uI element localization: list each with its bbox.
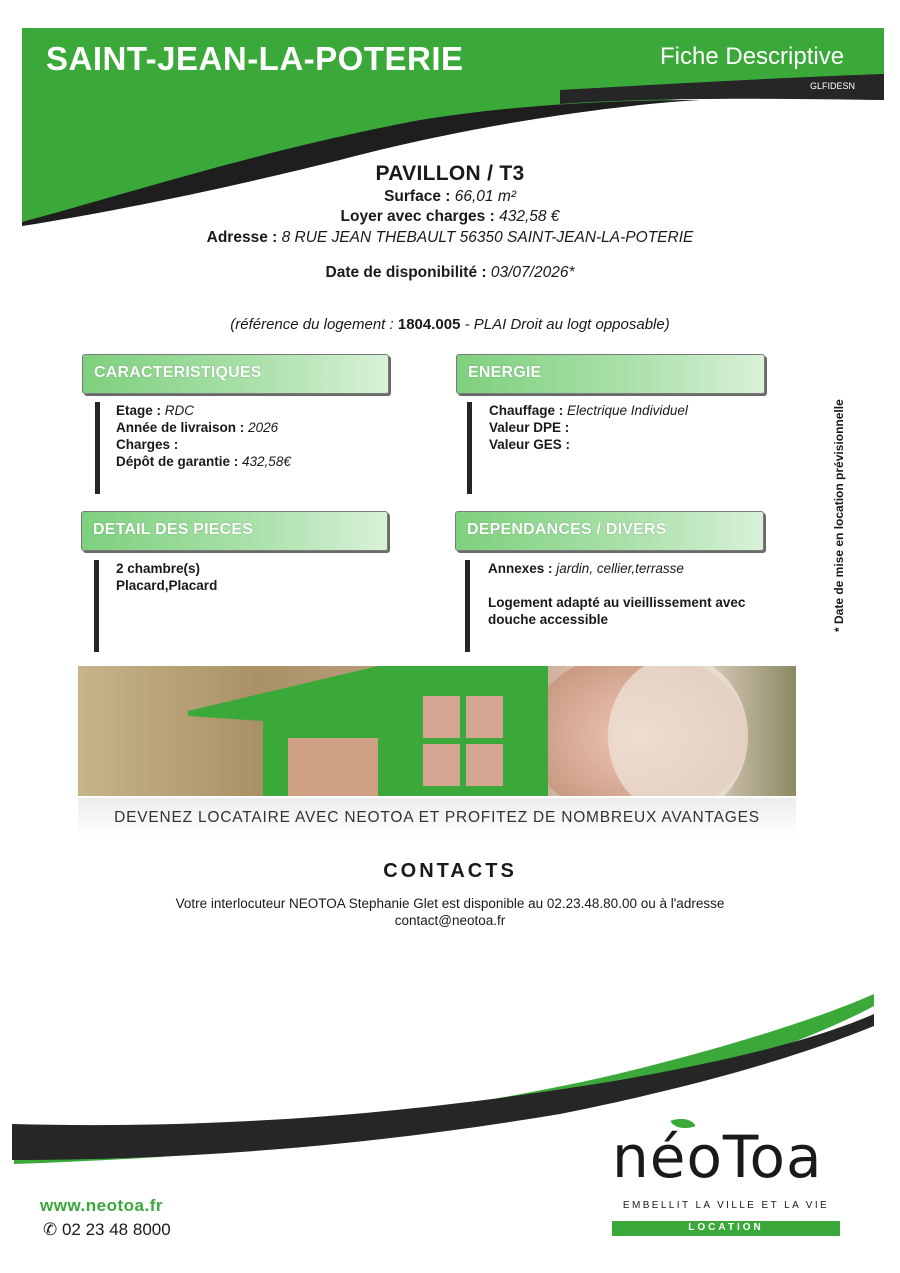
promo-photo [78, 666, 796, 796]
footer-phone: ✆ 02 23 48 8000 [43, 1220, 171, 1239]
depot-row: Dépôt de garantie : 432,58€ [116, 454, 291, 469]
promo-photo-illustration [78, 666, 796, 796]
promo-tagline: DEVENEZ LOCATAIRE AVEC NEOTOA ET PROFITEZ DE NOMBREUX AVANTAGES [114, 809, 760, 826]
rent-label: Loyer avec charges : [340, 208, 495, 225]
reference-number: 1804.005 [397, 316, 461, 333]
section-bar-dependances [465, 560, 470, 652]
contacts-email[interactable]: contact@neotoa.fr [394, 913, 506, 928]
dependances-content [488, 560, 745, 628]
rent-value: 432,58 € [499, 208, 560, 225]
property-type: PAVILLON / T3 [375, 162, 525, 185]
section-bar-caracteristiques [95, 402, 100, 494]
livraison-row: Année de livraison : 2026 [116, 420, 279, 435]
surface-label: Surface : [384, 188, 451, 205]
rent-line [0, 208, 900, 226]
section-title-dependances: DEPENDANCES / DIVERS [467, 521, 667, 538]
dpe-row: Valeur DPE : [489, 420, 570, 435]
accessibility-note-1: Logement adapté au vieillissement avec [488, 595, 746, 610]
contacts-text [0, 895, 900, 929]
city-title: SAINT-JEAN-LA-POTERIE [46, 40, 464, 77]
energie-content [489, 402, 688, 453]
section-bar-energie [467, 402, 472, 494]
availability-line [0, 264, 900, 282]
pieces-line-2: Placard,Placard [116, 578, 218, 593]
etage-row: Etage : RDC [116, 403, 195, 418]
logo-division: LOCATION [688, 1222, 764, 1233]
website-link[interactable]: www.neotoa.fr [40, 1196, 163, 1215]
contacts-title: CONTACTS [383, 860, 517, 882]
address-label: Adresse : [206, 229, 278, 246]
section-title-energie: ENERGIE [468, 364, 542, 381]
section-title-caracteristiques: CARACTERISTIQUES [94, 364, 262, 381]
logo-division-bar [612, 1221, 840, 1236]
caracteristiques-content [116, 402, 291, 470]
ges-row: Valeur GES : [489, 437, 571, 452]
annexes-row: Annexes : jardin, cellier,terrasse [488, 561, 684, 576]
reference-suffix: - PLAI Droit au logt opposable) [464, 316, 670, 333]
reference-prefix: (référence du logement : [230, 316, 394, 333]
house-door [288, 738, 378, 796]
photo-hair [608, 666, 748, 796]
section-header-pieces [81, 511, 388, 551]
promo-tagline-bar [78, 798, 796, 836]
availability-footnote: * Date de mise en location prévisionnelle [832, 399, 846, 632]
surface-line [0, 188, 900, 206]
address-line [0, 229, 900, 247]
document-code: GLFIDESN [810, 81, 856, 91]
availability-label: Date de disponibilité : [325, 264, 487, 281]
section-header-energie [456, 354, 765, 394]
pieces-content [116, 560, 217, 594]
accessibility-note-2: douche accessible [488, 612, 609, 627]
contacts-line-1: Votre interlocuteur NEOTOA Stephanie Glet est disponible au 02.23.48.80.00 ou à l'adresse [175, 896, 725, 911]
pieces-line-1: 2 chambre(s) [116, 561, 201, 576]
section-bar-pieces [94, 560, 99, 652]
section-title-pieces: DETAIL DES PIECES [93, 521, 254, 538]
section-header-caracteristiques [82, 354, 389, 394]
availability-value: 03/07/2026* [490, 264, 575, 281]
section-header-dependances [455, 511, 764, 551]
housing-reference [0, 316, 900, 333]
document-type: Fiche Descriptive [660, 43, 845, 70]
chauffage-row: Chauffage : Electrique Individuel [489, 403, 688, 418]
address-value: 8 RUE JEAN THEBAULT 56350 SAINT-JEAN-LA-POTERIE [281, 229, 694, 246]
surface-value: 66,01 m² [454, 188, 516, 205]
charges-row: Charges : [116, 437, 179, 452]
logo-slogan: EMBELLIT LA VILLE ET LA VIE [622, 1200, 830, 1211]
neotoa-logo: néoToa [612, 1123, 823, 1191]
